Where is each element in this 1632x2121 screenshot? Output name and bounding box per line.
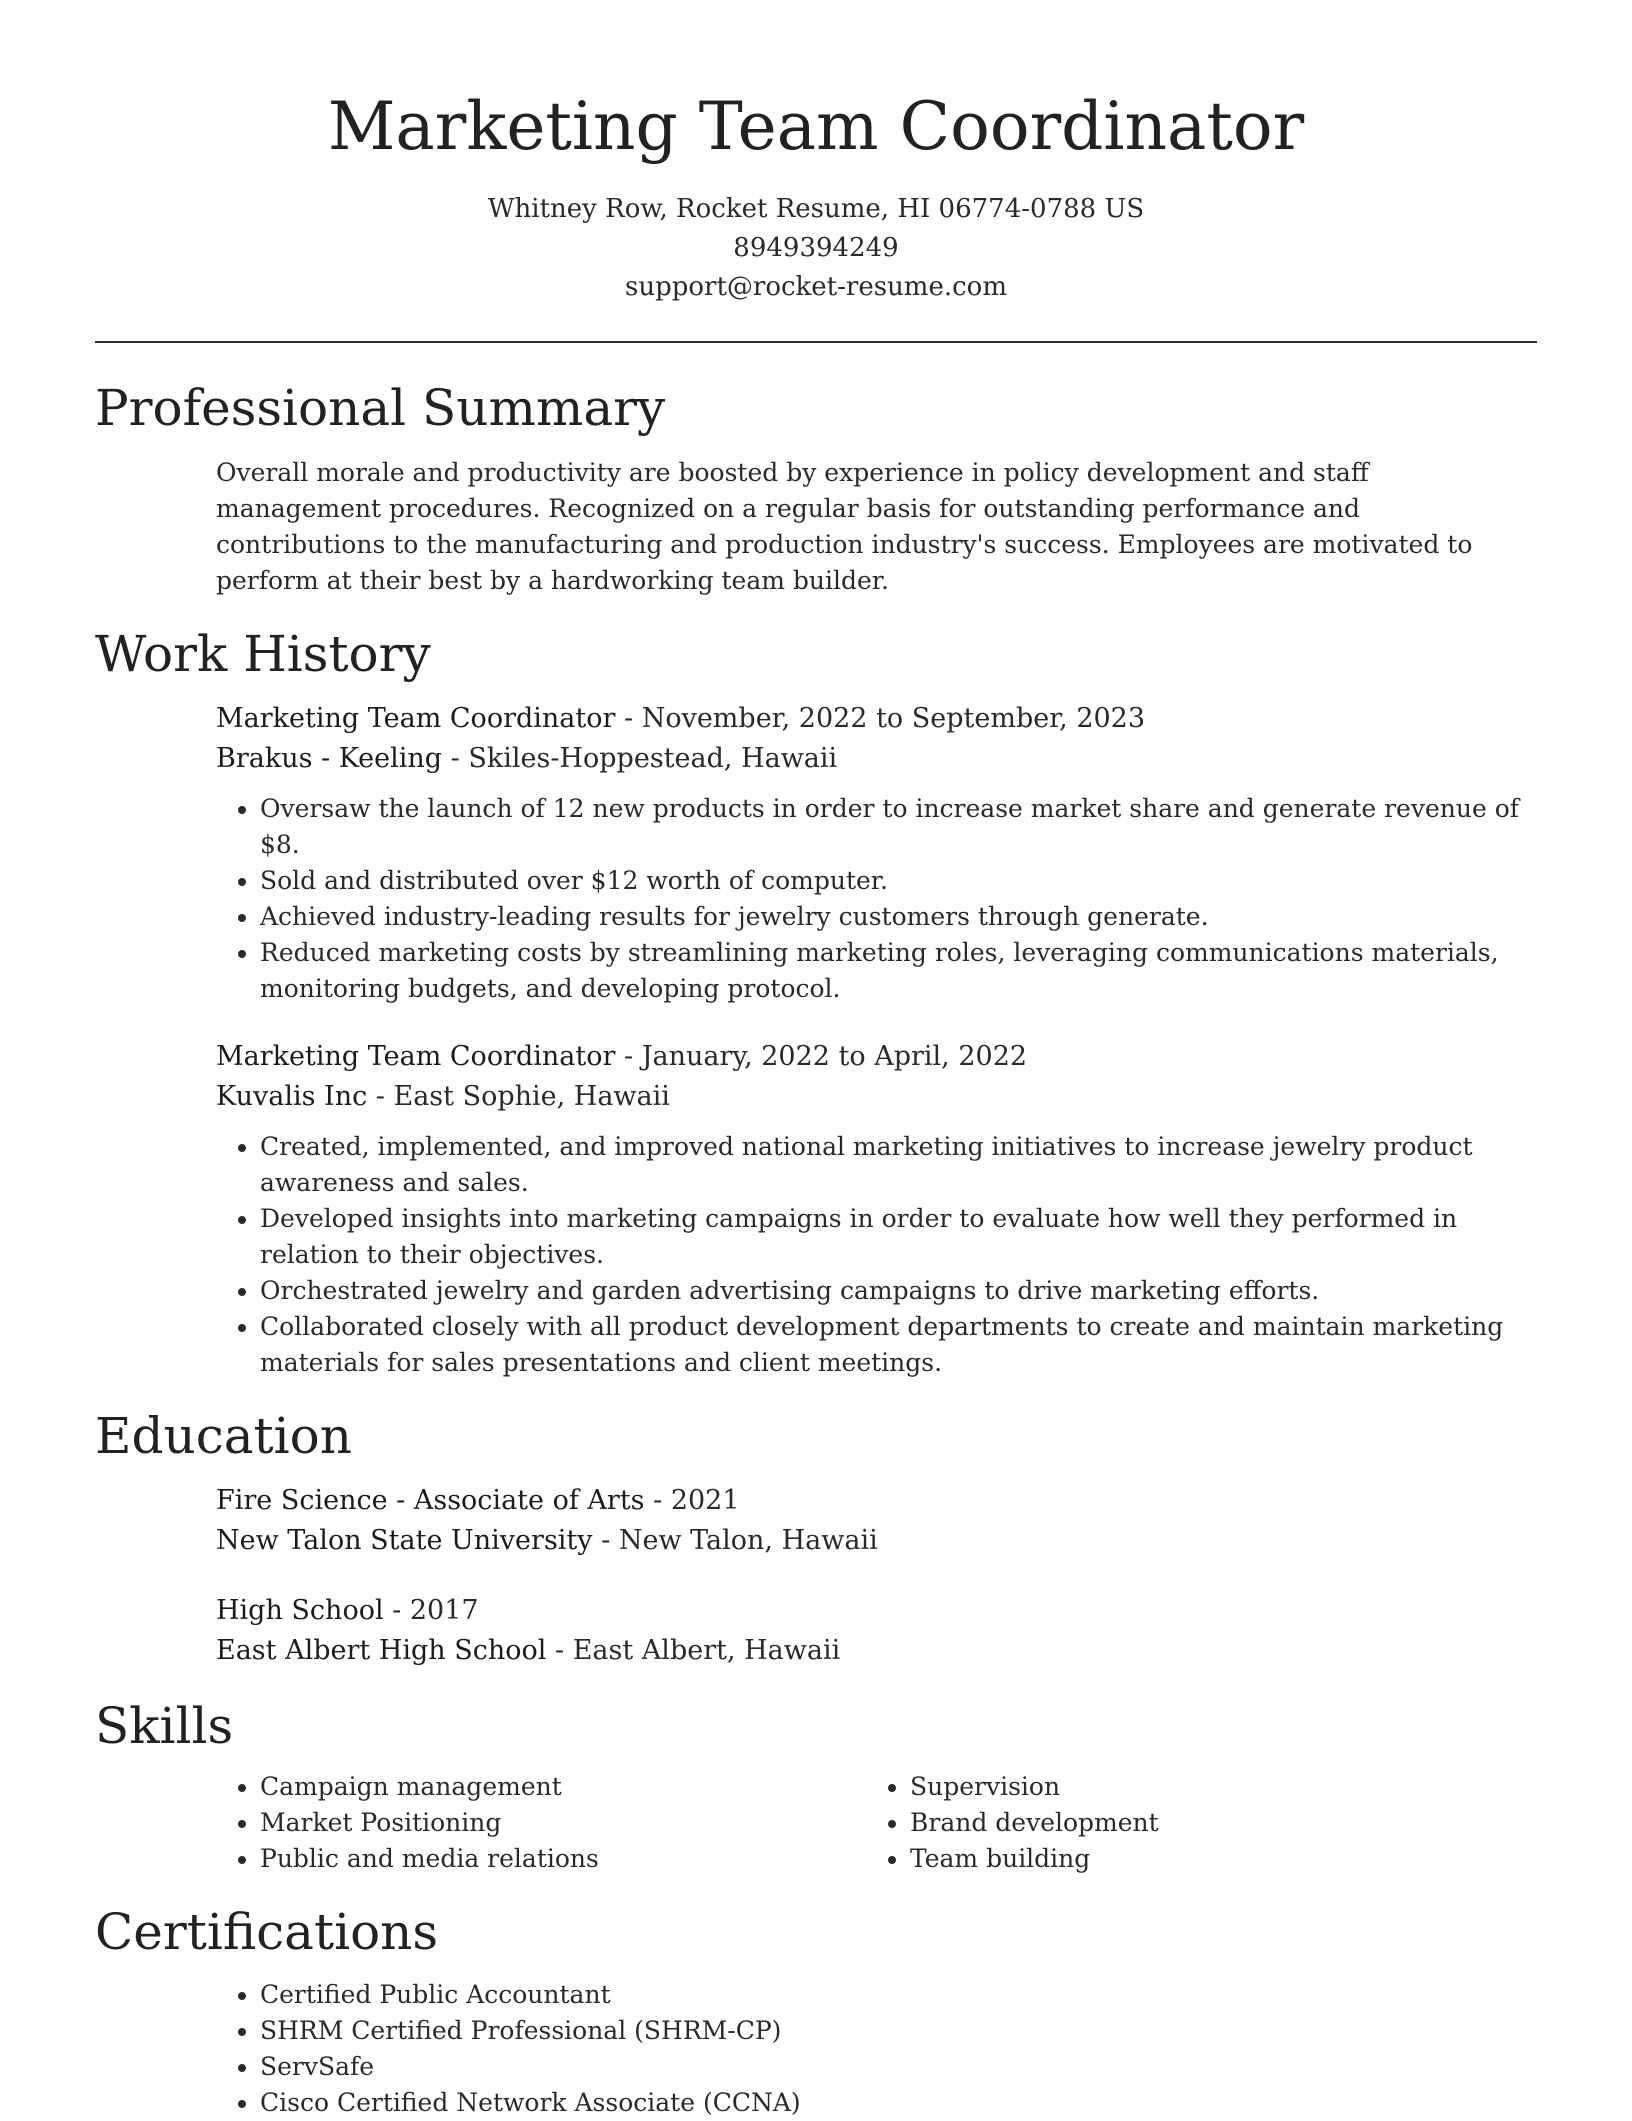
skills-grid xyxy=(216,1769,1537,1877)
candidate-title: Marketing Team Coordinator xyxy=(327,88,1305,165)
list-item: • Reduced marketing costs by streamlining marketing roles, leveraging communications materials, monitoring budgets, and developing protocol. xyxy=(260,935,1537,1007)
job-company-line xyxy=(216,739,1537,779)
education-entry xyxy=(216,1591,1537,1671)
education-degree: Fire Science - Associate of Arts xyxy=(216,1485,645,1516)
job-bullets xyxy=(216,791,1537,1007)
education-school-line xyxy=(216,1631,1537,1671)
section-title-summary: Professional Summary xyxy=(95,379,666,437)
education-entry xyxy=(216,1481,1537,1561)
education-location: - East Albert, Hawaii xyxy=(546,1635,841,1666)
job-bullets xyxy=(216,1129,1537,1381)
job-company: Brakus - Keeling xyxy=(216,743,443,774)
list-item: • Achieved industry-leading results for jewelry customers through generate. xyxy=(260,899,1537,935)
header-divider xyxy=(95,341,1537,343)
job-company-line xyxy=(216,1077,1537,1117)
section-title-certifications: Certifications xyxy=(95,1903,439,1961)
job-heading xyxy=(216,699,1537,739)
education-year: - 2021 xyxy=(644,1485,740,1516)
job-location: - East Sophie, Hawaii xyxy=(367,1081,670,1112)
education-school-line xyxy=(216,1521,1537,1561)
list-item: • Supervision xyxy=(910,1769,1516,1805)
list-item: • Developed insights into marketing campaigns in order to evaluate how well they performed in relation to their objectives. xyxy=(260,1201,1537,1273)
education-degree-line xyxy=(216,1591,1537,1631)
list-item: • SHRM Certified Professional (SHRM-CP) xyxy=(260,2013,1537,2049)
list-item: • Orchestrated jewelry and garden advertising campaigns to drive marketing efforts. xyxy=(260,1273,1537,1309)
job-heading xyxy=(216,1037,1537,1077)
section-summary xyxy=(95,377,1537,599)
list-item: • Collaborated closely with all product development departments to create and maintain marketing materials for sales presentations and client meetings. xyxy=(260,1309,1537,1381)
list-item: • ServSafe xyxy=(260,2049,1537,2085)
job-company: Kuvalis Inc xyxy=(216,1081,368,1112)
section-title-education: Education xyxy=(95,1407,352,1465)
list-item: • Public and media relations xyxy=(260,1841,866,1877)
section-work-history xyxy=(95,623,1537,1381)
job-role: Marketing Team Coordinator xyxy=(216,1041,616,1072)
list-item: • Team building xyxy=(910,1841,1516,1877)
skills-column-left xyxy=(216,1769,866,1877)
contact-block xyxy=(95,190,1537,307)
section-title-skills: Skills xyxy=(95,1697,234,1755)
job-entry xyxy=(216,1037,1537,1381)
education-location: - New Talon, Hawaii xyxy=(592,1525,878,1556)
job-role: Marketing Team Coordinator xyxy=(216,703,616,734)
education-year: - 2017 xyxy=(383,1595,479,1626)
resume-page xyxy=(95,0,1537,2121)
list-item: • Campaign management xyxy=(260,1769,866,1805)
summary-text: Overall morale and productivity are boosted by experience in policy development and staff management procedures. Recognized on a regular basis for outstanding performance and contributions to the manufacturing and production industry's success. Employees are motivated to perform at their best by a hardworking team builder. xyxy=(216,458,1473,595)
section-education xyxy=(95,1405,1537,1671)
list-item: • Oversaw the launch of 12 new products in order to increase market share and generate revenue of $8. xyxy=(260,791,1537,863)
certifications-list xyxy=(216,1977,1537,2121)
section-certifications xyxy=(95,1901,1537,2121)
education-degree-line xyxy=(216,1481,1537,1521)
job-entry xyxy=(216,699,1537,1007)
list-item: • Created, implemented, and improved national marketing initiatives to increase jewelry product awareness and sales. xyxy=(260,1129,1537,1201)
skills-column-right xyxy=(866,1769,1516,1877)
education-school: New Talon State University xyxy=(216,1525,593,1556)
education-school: East Albert High School xyxy=(216,1635,547,1666)
resume-header xyxy=(95,0,1537,307)
education-degree: High School xyxy=(216,1595,384,1626)
section-skills xyxy=(95,1695,1537,1877)
skills-list-right xyxy=(866,1769,1516,1877)
list-item: • Cisco Certified Network Associate (CCNA) xyxy=(260,2085,1537,2121)
contact-phone: 8949394249 xyxy=(733,233,899,263)
job-dates: - January, 2022 to April, 2022 xyxy=(615,1041,1028,1072)
list-item: • Brand development xyxy=(910,1805,1516,1841)
contact-email: support@rocket-resume.com xyxy=(624,272,1007,302)
skills-list-left xyxy=(216,1769,866,1877)
job-dates: - November, 2022 to September, 2023 xyxy=(615,703,1146,734)
list-item: • Certified Public Accountant xyxy=(260,1977,1537,2013)
contact-address: Whitney Row, Rocket Resume, HI 06774-0788 US xyxy=(487,194,1145,224)
section-title-work: Work History xyxy=(95,625,431,683)
list-item: • Sold and distributed over $12 worth of computer. xyxy=(260,863,1537,899)
job-location: - Skiles-Hoppestead, Hawaii xyxy=(442,743,838,774)
list-item: • Market Positioning xyxy=(260,1805,866,1841)
